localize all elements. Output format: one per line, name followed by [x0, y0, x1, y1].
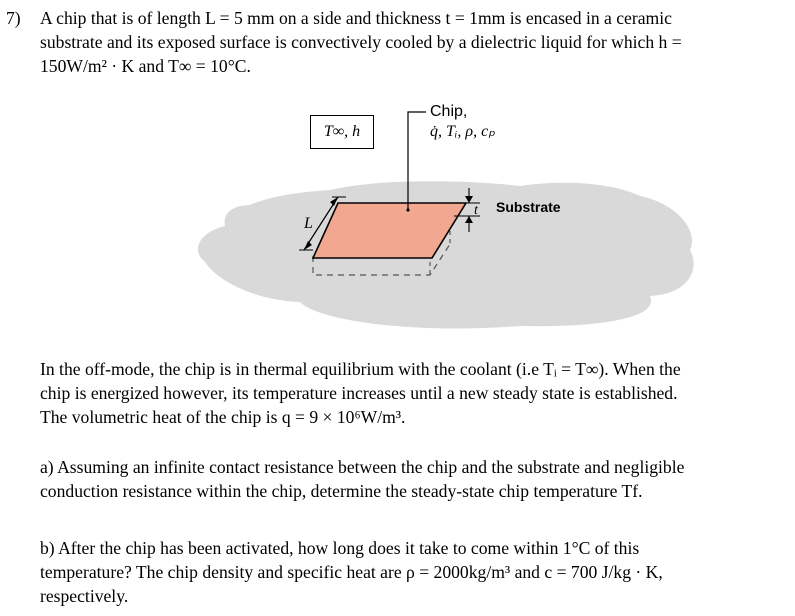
paragraph-off-mode: [40, 357, 785, 429]
paragraph-line: chip is energized however, its temperature increases until a new steady state is established.: [40, 383, 678, 403]
length-label: L: [304, 215, 313, 232]
chip-properties-label: q̇, Tᵢ, ρ, cₚ: [430, 123, 496, 140]
paragraph-line: b) After the chip has been activated, how long does it take to come within 1°C of this: [40, 538, 640, 558]
intro-line-3: 150W/m² · K and T∞ = 10°C.: [40, 56, 251, 76]
paragraph-line: In the off-mode, the chip is in thermal equilibrium with the coolant (i.e Tᵢ = T∞). When the: [40, 359, 681, 379]
ambient-conditions-label: T∞, h: [323, 123, 361, 140]
part-a: [40, 455, 785, 503]
part-b: [40, 536, 785, 608]
ambient-conditions-box: [310, 115, 374, 149]
chip-leader-dot: [406, 208, 409, 211]
chip-label: Chip,: [430, 103, 468, 120]
paragraph-line: a) Assuming an infinite contact resistance between the chip and the substrate and negligible: [40, 457, 685, 477]
paragraph-line: The volumetric heat of the chip is q = 9 × 10⁶W/m³.: [40, 407, 406, 427]
thickness-label: t: [474, 203, 478, 218]
problem-number: 7): [6, 8, 21, 28]
paragraph-line: temperature? The chip density and specific heat are ρ = 2000kg/m³ and c = 700 J/kg · K,: [40, 562, 663, 582]
intro-line-1: A chip that is of length L = 5 mm on a side and thickness t = 1mm is encased in a ceramic: [40, 8, 672, 28]
substrate-label: Substrate: [496, 199, 561, 215]
paragraph-line: respectively.: [40, 586, 129, 606]
intro-line-2: substrate and its exposed surface is convectively cooled by a dielectric liquid for which h =: [40, 32, 682, 52]
paragraph-line: conduction resistance within the chip, determine the steady-state chip temperature Tf.: [40, 481, 643, 501]
